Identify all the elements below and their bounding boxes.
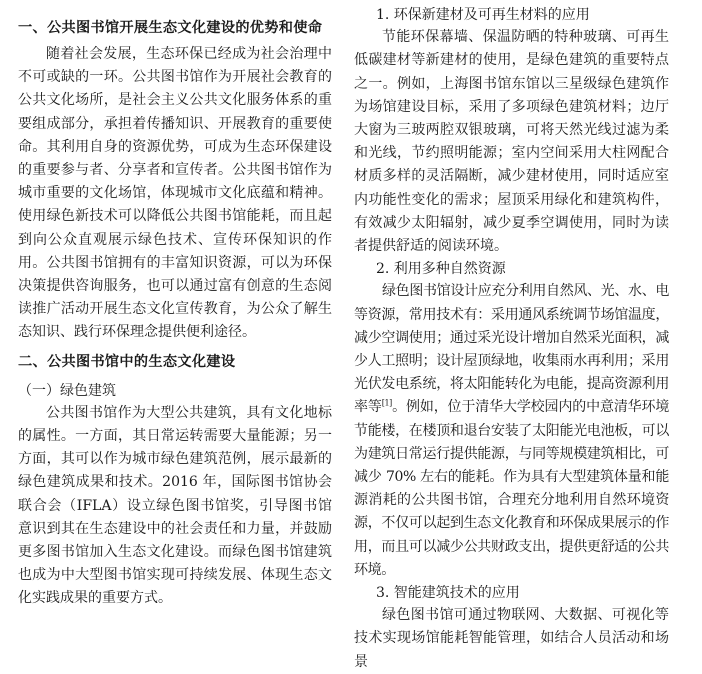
item2-paragraph <box>354 280 669 582</box>
left-column <box>18 0 332 611</box>
item2-text-part2: 。例如，位于清华大学校园内的中意清华环境节能楼，在楼顶和退台安装了太阳能光电池板，可以为建筑日常运行提供能源，与同等规模建筑相比，可减少 70% 左右的能耗。作为具有大型建筑体量和能源消耗的公共图书馆，合理充分地利用自然环境资源，不仅可以起到生态文化教育和环保成果展示的作用，而且可以减少公共财政支出，提供更舒适的公共环境。 <box>354 399 670 578</box>
item2-text-part1: 绿色图书馆设计应充分利用自然风、光、水、电等资源，常用技术有：采用通风系统调节场馆温度，减少空调使用；通过采光设计增加自然采光面积，减少人工照明；设计屋顶绿地，收集雨水再利用；采用光伏发电系统，将太阳能转化为电能，提高资源利用率等 <box>354 283 669 416</box>
green-building-paragraph: 公共图书馆作为大型公共建筑，具有文化地标的属性。一方面，其日常运转需要大量能源；另一方面，其可以作为城市绿色建筑范例，展示最新的绿色建筑成果和技术。2016 年，国际图书馆协会联合会（IFLA）设立绿色图书馆奖，引导图书馆意识到其在生态建设中的社会责任和力量，并鼓励更多图书馆加入生态文化建设。而绿色图书馆建筑也成为中大型图书馆实现可持续发展、体现生态文化实践成果的重要方式。 <box>18 404 332 607</box>
citation-ref[interactable]: [1] <box>381 398 392 408</box>
subsection-green-building-heading: （一）绿色建筑 <box>18 382 116 399</box>
item3-heading: 3. 智能建筑技术的应用 <box>376 585 520 602</box>
item1-heading: 1. 环保新建材及可再生材料的应用 <box>376 7 590 23</box>
item3-paragraph: 绿色图书馆可通过物联网、大数据、可视化等技术实现场馆能耗智能管理，如结合人员活动和场景 <box>354 607 669 670</box>
section1-heading: 一、公共图书馆开展生态文化建设的优势和使命 <box>18 20 323 36</box>
section2-heading: 二、公共图书馆中的生态文化建设 <box>18 353 236 370</box>
item2-heading: 2. 利用多种自然资源 <box>376 261 506 278</box>
right-column <box>354 0 669 674</box>
section1-paragraph: 随着社会发展，生态环保已经成为社会治理中不可或缺的一环。公共图书馆作为开展社会教育的公共文化场所，是社会主义公共文化服务体系的重要组成部分，承担着传播知识、开展教育的重要使命。其利用自身的资源优势，可成为生态环保建设的重要参与者、分享者和宣传者。公共图书馆作为城市重要的文化场馆，体现城市文化底蕴和精神。使用绿色新技术可以降低公共图书馆能耗，而且起到向公众直观展示绿色技术、宣传环保知识的作用。公共图书馆拥有的丰富知识资源，可以为环保决策提供咨询服务，也可以通过富有创意的生态阅读推广活动开展生态文化宣传教育，为公众了解生态知识、践行环保理念提供便利途径。 <box>18 46 332 341</box>
item1-paragraph: 节能环保幕墙、保温防晒的特种玻璃、可再生低碳建材等新建材的使用，是绿色建筑的重要特点之一。例如，上海图书馆东馆以三星级绿色建筑作为场馆建设目标，采用了多项绿色建筑材料；边厅大窗为三玻两腔双银玻璃，可将天然光线过滤为柔和光线，节约照明能源；室内空间采用大柱网配合材质多样的灵活隔断，减少建材使用，同时适应室内功能性变化的需求；屋顶采用绿化和建筑构件，有效减少太阳辐射，减少夏季空调使用，同时为读者提供舒适的阅读环境。 <box>354 29 669 255</box>
